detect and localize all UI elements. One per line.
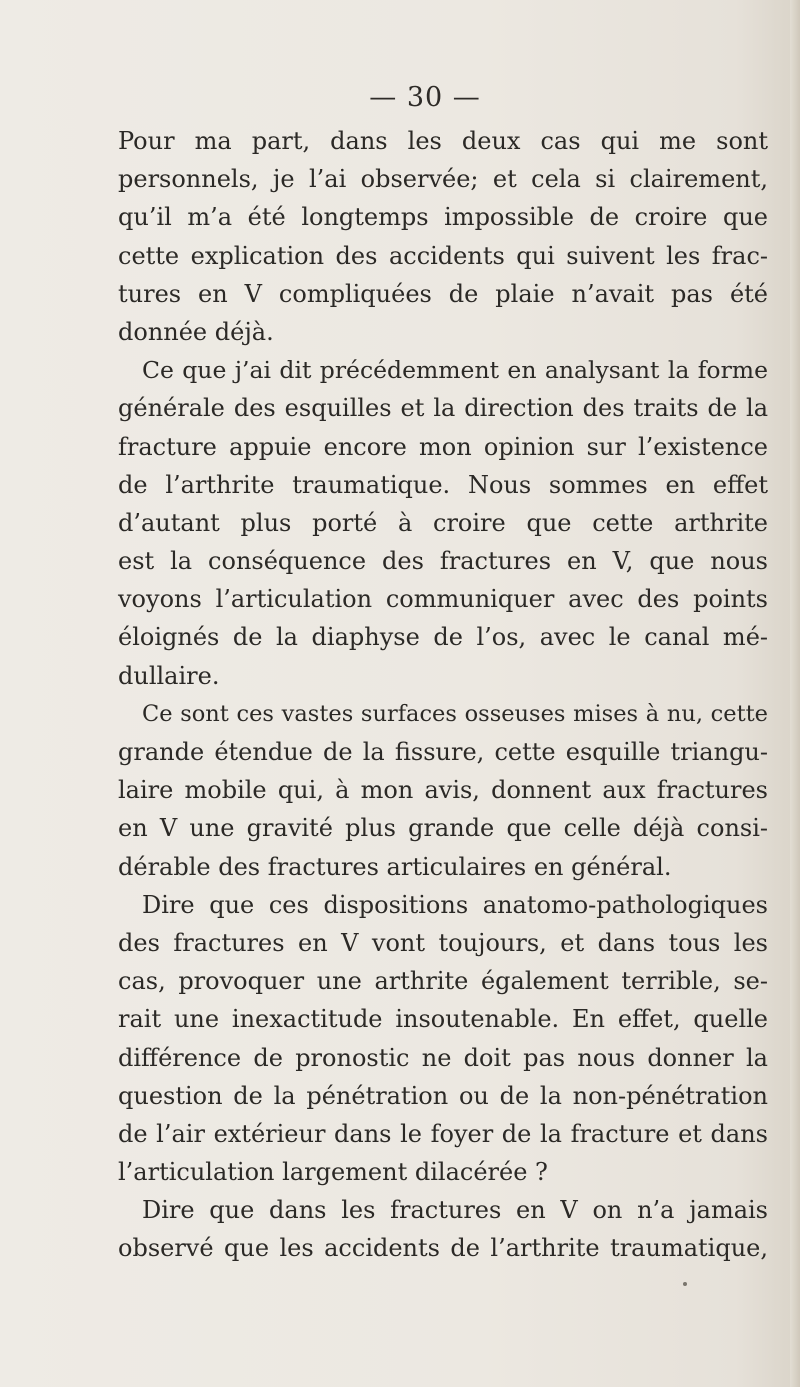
page-edge-shadow <box>790 0 800 1387</box>
text-line: fracture appuie encore mon opinion sur l’existence <box>118 432 768 461</box>
text-line: de l’air extérieur dans le foyer de la fracture et dans <box>118 1119 768 1148</box>
text-line: dullaire. <box>118 661 220 690</box>
text-line: des fractures en V vont toujours, et dans tous les <box>118 928 768 957</box>
text-line: donnée déjà. <box>118 317 274 346</box>
print-speck <box>683 1282 687 1286</box>
text-line: Ce que j’ai dit précédemment en analysant la forme <box>142 356 768 385</box>
body-text <box>118 122 768 1268</box>
text-line: cette explication des accidents qui suivent les frac- <box>118 241 768 270</box>
text-line: laire mobile qui, à mon avis, donnent aux fractures <box>118 776 768 805</box>
text-line: l’articulation largement dilacérée ? <box>118 1158 548 1187</box>
text-line: est la conséquence des fractures en V, que nous <box>118 547 768 576</box>
text-line: grande étendue de la fissure, cette esquille triangu- <box>118 738 768 766</box>
text-line: rait une inexactitude insoutenable. En effet, quelle <box>118 1005 768 1034</box>
text-line: Dire que dans les fractures en V on n’a jamais <box>142 1196 768 1225</box>
text-line: générale des esquilles et la direction des traits de la <box>118 394 768 423</box>
text-line: en V une gravité plus grande que celle déjà consi- <box>118 814 768 843</box>
text-line: qu’il m’a été longtemps impossible de croire que <box>118 203 768 232</box>
text-line: cas, provoquer une arthrite également terrible, se- <box>118 967 768 996</box>
text-line: Pour ma part, dans les deux cas qui me sont <box>118 127 768 155</box>
text-line: personnels, je l’ai observée; et cela si clairement, <box>118 165 768 194</box>
text-line: question de la pénétration ou de la non-pénétration <box>118 1081 768 1110</box>
text-line: dérable des fractures articulaires en général. <box>118 852 672 881</box>
text-line: différence de pronostic ne doit pas nous donner la <box>118 1043 768 1072</box>
text-line: tures en V compliquées de plaie n’avait pas été <box>118 279 768 308</box>
text-line: voyons l’articulation communiquer avec des points <box>118 585 768 614</box>
text-line: éloignés de la diaphyse de l’os, avec le canal mé- <box>118 623 768 652</box>
text-line: Dire que ces dispositions anatomo-pathologiques <box>142 890 768 919</box>
page-number: — 30 — <box>369 82 481 113</box>
text-line: d’autant plus porté à croire que cette arthrite <box>118 508 768 537</box>
text-line: de l’arthrite traumatique. Nous sommes en effet <box>118 470 768 499</box>
text-line: observé que les accidents de l’arthrite traumatique, <box>118 1234 768 1263</box>
text-line: Ce sont ces vastes surfaces osseuses mises à nu, cette <box>142 700 768 727</box>
